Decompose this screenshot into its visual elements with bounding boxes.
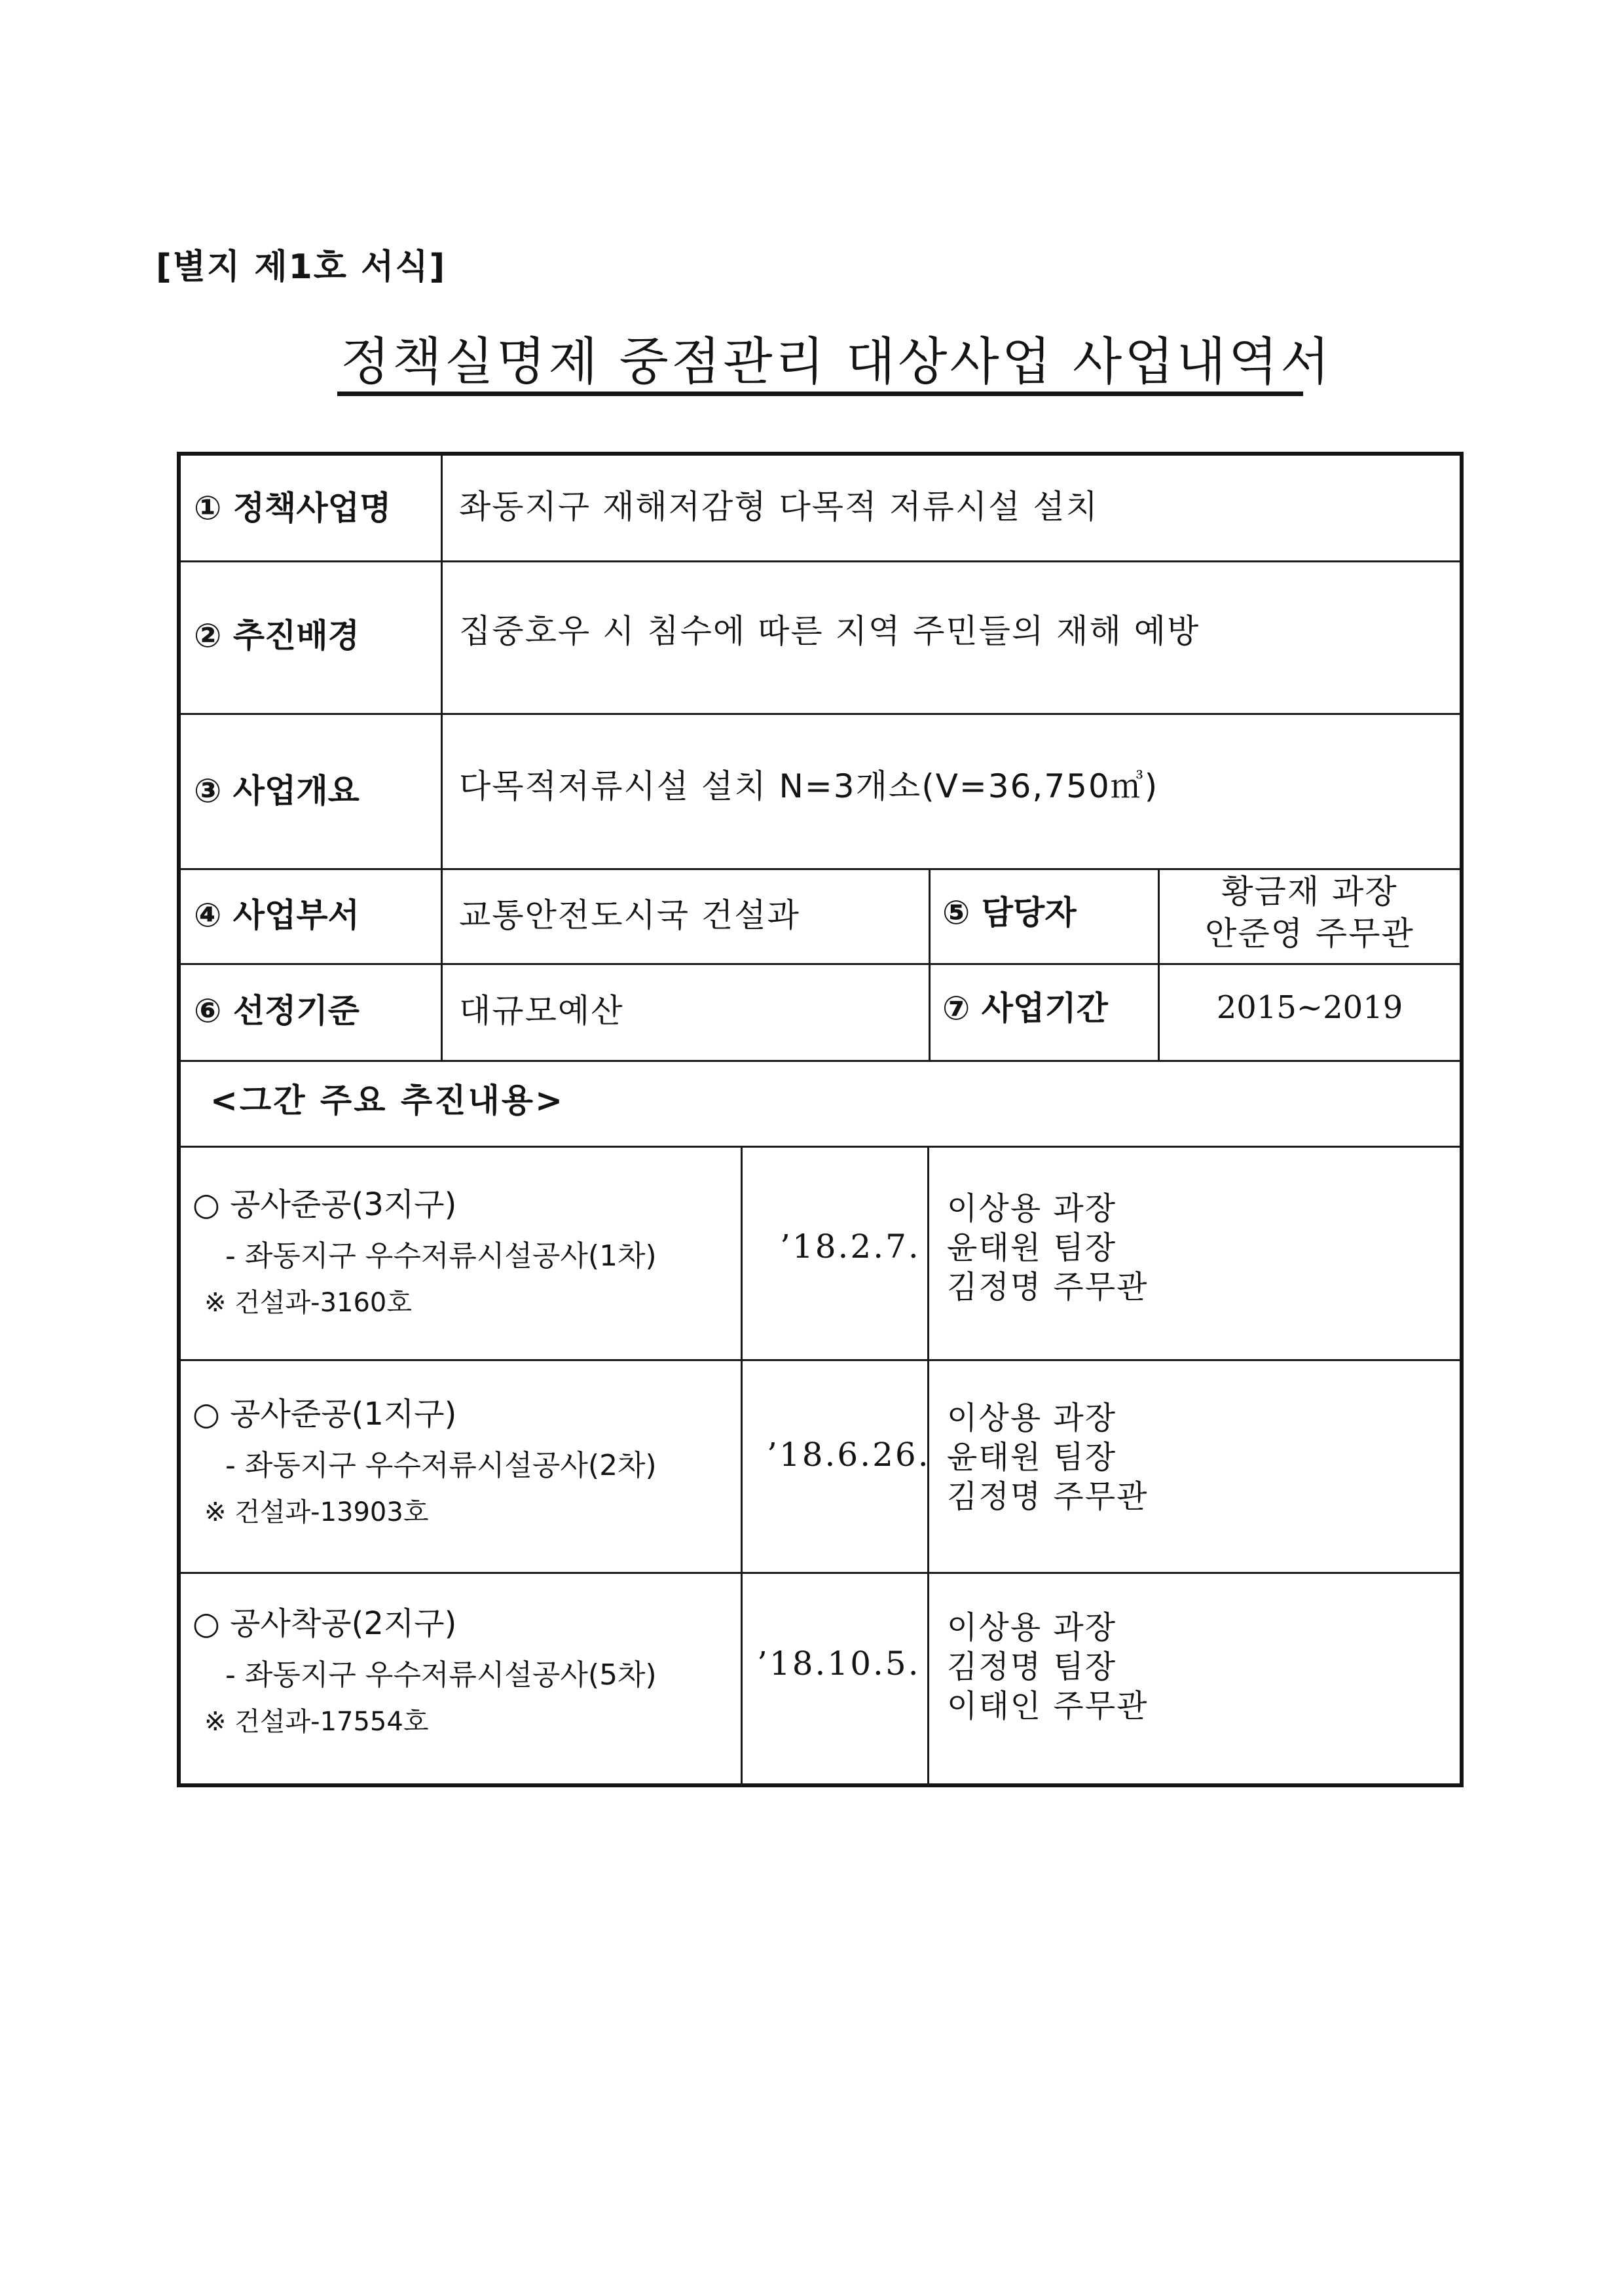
row-divider [181,868,1460,870]
row-divider [181,1060,1460,1062]
officer-name: 이상용 과장 [947,1609,1117,1646]
manager-line-1: 황금재 과장 [1221,873,1398,911]
entry-officers [947,1608,1148,1726]
background-value: 집중호우 시 침수에 따른 지역 주민들의 재해 예방 [459,612,1200,650]
department-label: ④ 사업부서 [194,896,360,934]
row-divider [181,963,1460,965]
history-section-title: <그간 주요 추진내용> [210,1082,565,1120]
column-divider [441,456,443,1060]
officer-name: 김정명 주무관 [947,1269,1149,1305]
history-entry [193,1179,657,1319]
document-title: 정책실명제 중점관리 대상사업 사업내역서 [341,333,1333,392]
entry-date: ’18.6.26. [767,1436,931,1474]
officer-name: 윤태원 팀장 [947,1230,1117,1266]
manager-label: ⑤ 담당자 [942,894,1077,932]
row-divider [181,1146,1460,1148]
entry-officers [947,1398,1148,1516]
officer-name: 이태인 주무관 [947,1688,1149,1724]
overview-label: ③ 사업개요 [194,772,360,810]
row-divider [181,1572,1460,1574]
department-value: 교통안전도시국 건설과 [459,896,800,934]
form-label: [별지 제1호 서식] [156,247,447,287]
entry-reference: ※ 건설과-13903호 [204,1497,429,1527]
criteria-value: 대규모예산 [459,992,624,1030]
history-entry [193,1598,657,1738]
entry-date: ’18.2.7. [780,1228,921,1266]
period-value: 2015~2019 [1216,989,1403,1026]
entry-title: ○ 공사착공(2지구) [193,1605,457,1642]
entry-title: ○ 공사준공(1지구) [193,1396,457,1432]
overview-value: 다목적저류시설 설치 N=3개소(V=36,750㎥) [459,767,1159,805]
entry-date: ’18.10.5. [757,1645,921,1683]
entry-reference: ※ 건설과-17554호 [204,1707,429,1737]
officer-name: 이상용 과장 [947,1400,1117,1436]
officer-name: 윤태원 팀장 [947,1439,1117,1476]
criteria-label: ⑥ 선정기준 [194,992,360,1030]
entry-reference: ※ 건설과-3160호 [204,1288,413,1318]
entry-officers [947,1189,1148,1307]
project-name-label: ① 정책사업명 [194,489,392,527]
row-divider [181,1359,1460,1361]
row-divider [181,560,1460,562]
entry-detail: - 좌동지구 우수저류시설공사(1차) [225,1239,657,1273]
column-divider [929,868,931,1060]
officer-name: 김정명 팀장 [947,1649,1117,1685]
officer-name: 김정명 주무관 [947,1478,1149,1515]
entry-detail: - 좌동지구 우수저류시설공사(5차) [225,1658,657,1692]
entry-detail: - 좌동지구 우수저류시설공사(2차) [225,1449,657,1482]
period-label: ⑦ 사업기간 [942,989,1108,1027]
row-divider [181,713,1460,715]
project-name-value: 좌동지구 재해저감형 다목적 저류시설 설치 [459,488,1099,526]
history-entry [193,1389,657,1529]
officer-name: 이상용 과장 [947,1190,1117,1227]
column-divider [741,1146,743,1787]
background-label: ② 추진배경 [194,617,360,655]
manager-line-2: 안준영 주무관 [1205,915,1414,953]
entry-title: ○ 공사준공(3지구) [193,1186,457,1223]
title-underline [337,392,1303,396]
project-details-table [177,452,1464,1787]
